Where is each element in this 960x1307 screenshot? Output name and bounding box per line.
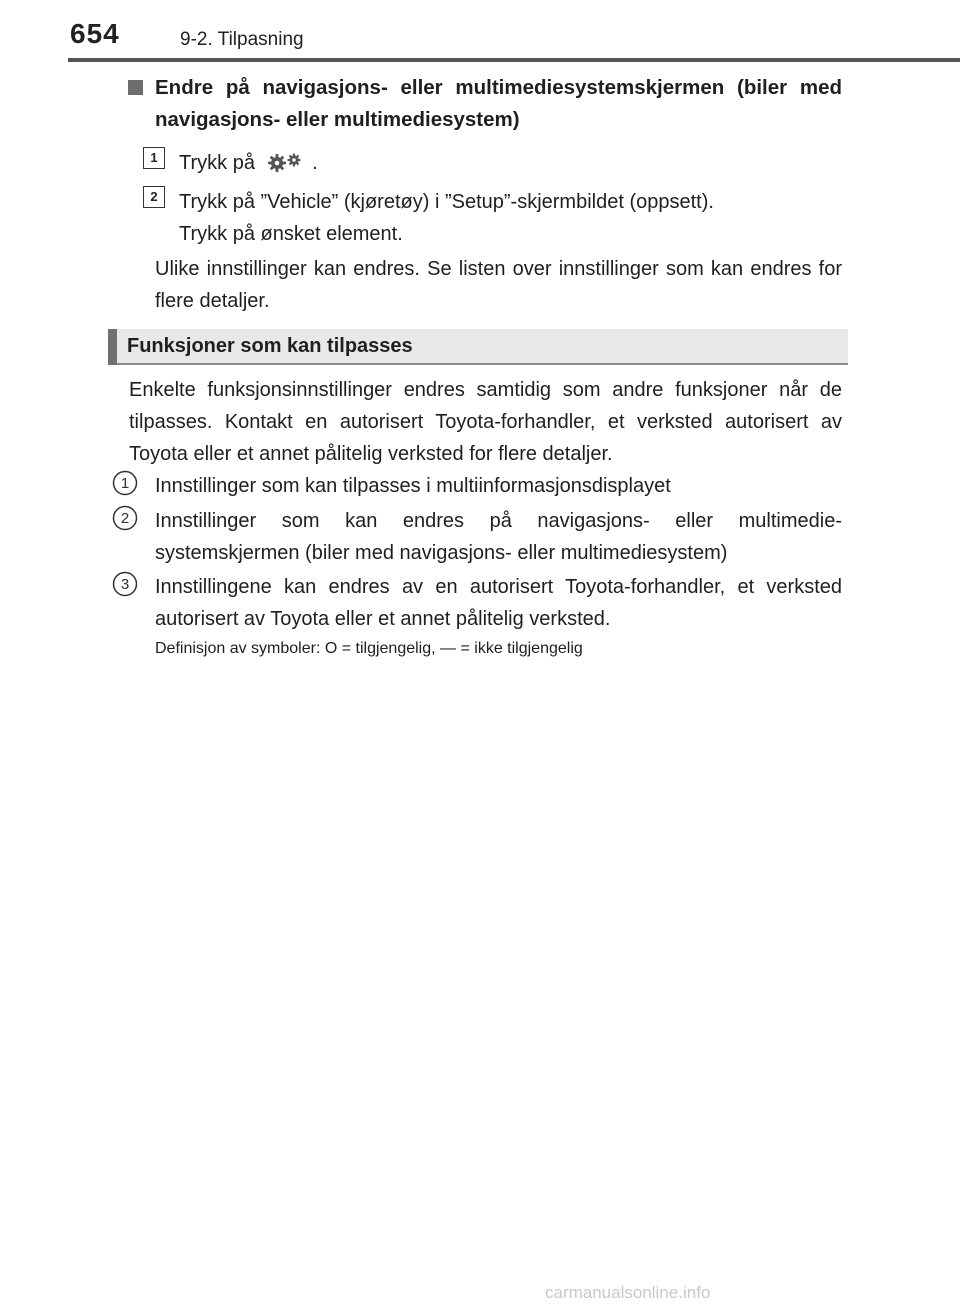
- page-header: [0, 0, 960, 66]
- step-2-text: [179, 186, 843, 250]
- step-number-badge: 1: [143, 147, 165, 169]
- subheading-text: Endre på navigasjons- eller multimediesystemskjermen (biler med navigasjons- eller multimediesystem): [155, 76, 842, 131]
- list-item-text: Innstillinger som kan endres på navigasjons- eller multimedie-systemskjermen (biler med navigasjons- eller multimediesystem): [155, 510, 842, 564]
- circled-number-3-icon: [112, 571, 138, 597]
- section-intro: Enkelte funksjonsinnstillinger endres samtidig som andre funksjoner når de tilpasses. Kontakt en autorisert Toyota-forhandler, et verksted autorisert av Toyota eller et annet pålitelig verksted for flere detaljer.: [129, 379, 842, 465]
- list-item-text: Innstillinger som kan tilpasses i multiinformasjonsdisplayet: [155, 475, 671, 497]
- step-1-text-before: Trykk på: [179, 152, 255, 174]
- list-item: [112, 470, 842, 502]
- list-number: 1: [120, 475, 130, 492]
- section-label: 9-2. Tilpasning: [180, 29, 304, 50]
- setup-gears-icon: [267, 150, 305, 182]
- section-heading-bar: [108, 329, 848, 365]
- list-item: [112, 505, 842, 569]
- step-number-badge: 2: [143, 186, 165, 208]
- watermark: carmanualsonline.info: [545, 1283, 711, 1302]
- list-item-text: Innstillingene kan endres av en autorisert Toyota-forhandler, et verksted autorisert av Toyota eller et annet pålitelig verksted.: [155, 576, 842, 630]
- square-bullet-icon: [128, 80, 143, 95]
- circled-number-1-icon: [112, 470, 138, 496]
- symbol-definition: Definisjon av symboler: O = tilgjengelig, — = ikke tilgjengelig: [155, 640, 583, 657]
- step-2-line-1: Trykk på ”Vehicle” (kjøretøy) i ”Setup”-skjermbildet (oppsett).: [179, 191, 714, 213]
- steps-note: Ulike innstillinger kan endres. Se listen over innstillinger som kan endres for flere detaljer.: [155, 258, 842, 312]
- list-number: 2: [120, 510, 130, 527]
- section-title: Funksjoner som kan tilpasses: [127, 335, 413, 357]
- section-bar-accent: [108, 329, 117, 365]
- step-1: [143, 147, 843, 182]
- step-2-line-2: Trykk på ønsket element.: [179, 223, 403, 245]
- circled-number-2-icon: [112, 505, 138, 531]
- subheading: [128, 72, 842, 136]
- header-rule: [68, 58, 960, 62]
- page-number: 654: [70, 18, 120, 49]
- step-1-text: [179, 147, 843, 182]
- list-item: [112, 571, 842, 635]
- step-2: [143, 186, 843, 250]
- step-1-text-after: .: [312, 152, 318, 174]
- list-number: 3: [120, 576, 130, 593]
